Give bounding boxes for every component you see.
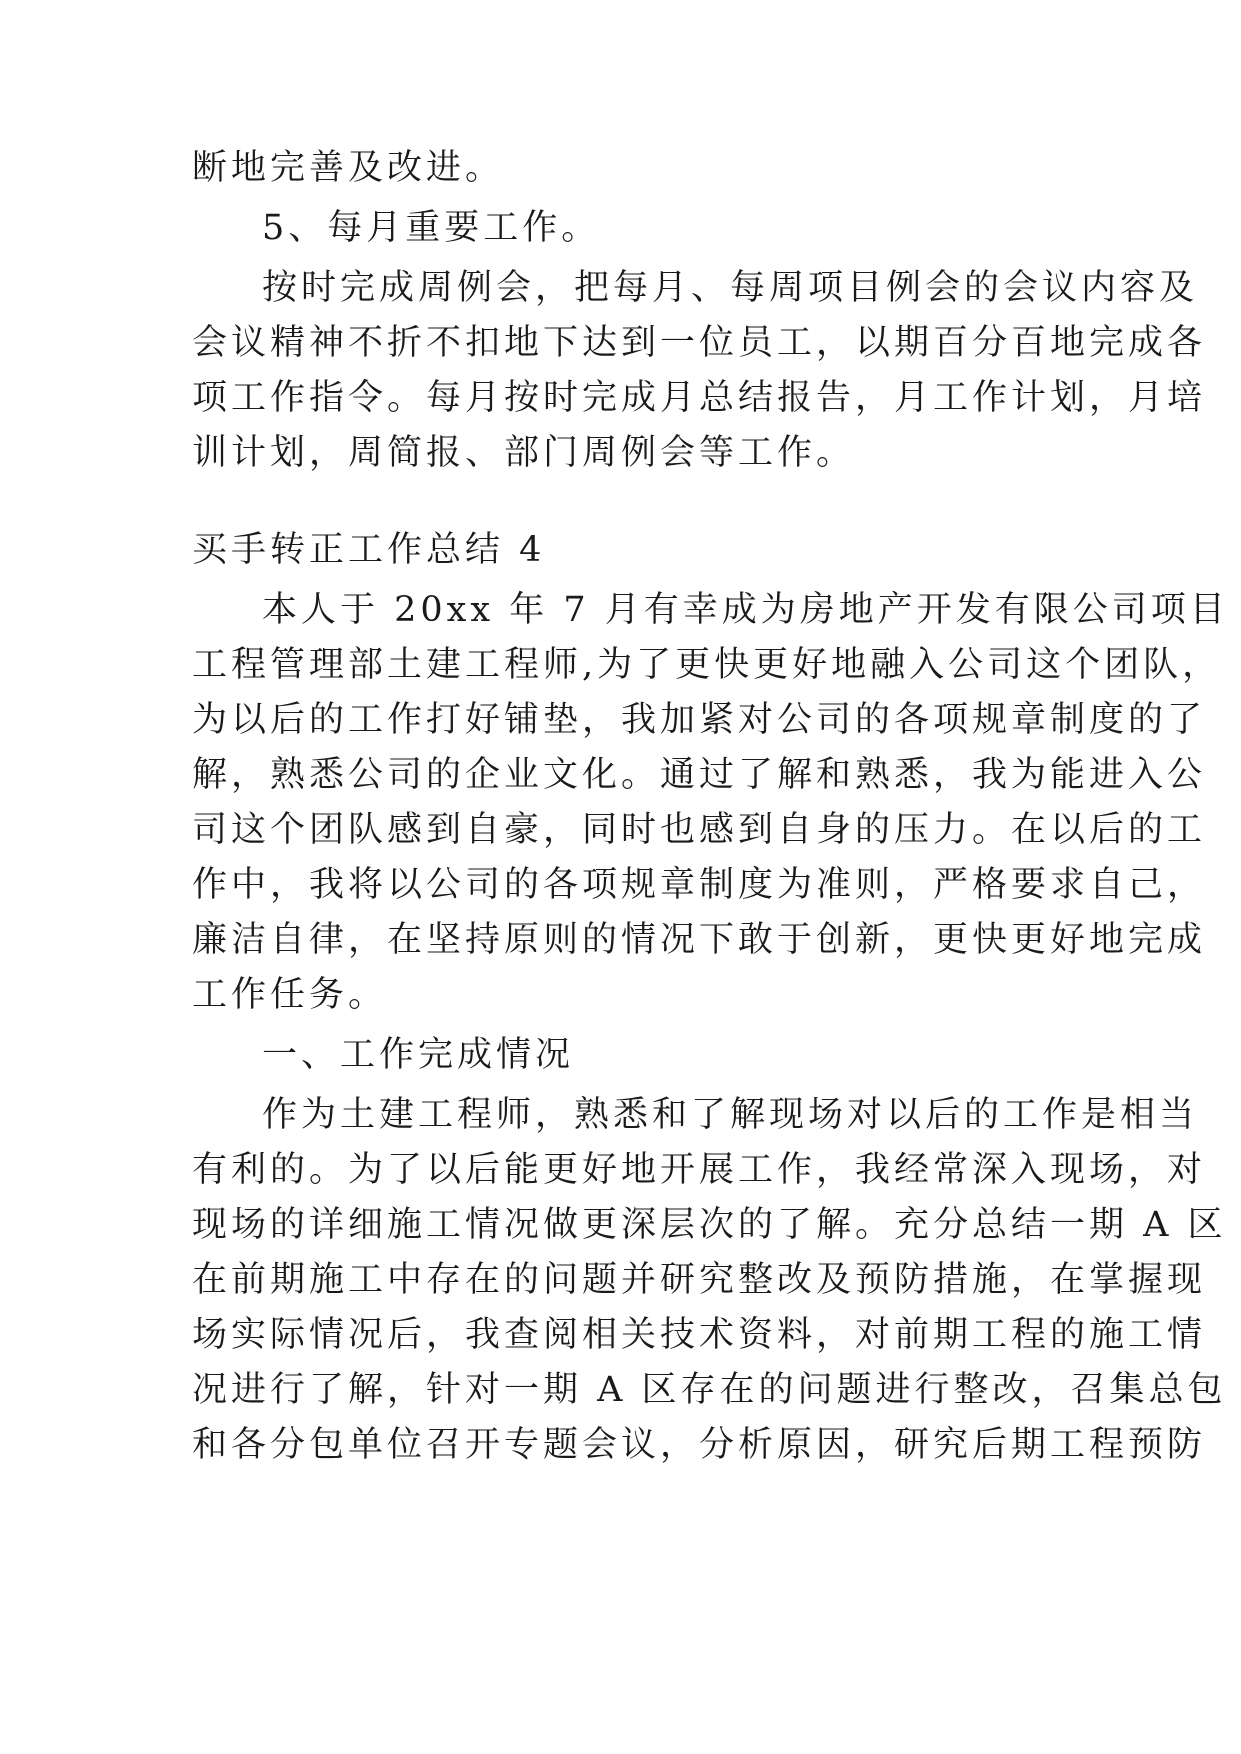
paragraph-line: 按时完成周例会，把每月、每周项目例会的会议内容及 bbox=[262, 268, 1199, 308]
section-heading-work-completion: 一、工作完成情况 bbox=[262, 1035, 575, 1075]
paragraph-line: 会议精神不折不扣地下达到一位员工，以期百分百地完成各 bbox=[192, 323, 1207, 363]
paragraph-line: 项工作指令。每月按时完成月总结报告，月工作计划，月培 bbox=[192, 378, 1207, 418]
document-title: 买手转正工作总结 4 bbox=[192, 530, 546, 570]
paragraph-line: 作为土建工程师，熟悉和了解现场对以后的工作是相当 bbox=[262, 1095, 1199, 1135]
paragraph-line: 解，熟悉公司的企业文化。通过了解和熟悉，我为能进入公 bbox=[192, 755, 1207, 795]
paragraph-line: 在前期施工中存在的问题并研究整改及预防措施，在掌握现 bbox=[192, 1260, 1207, 1300]
paragraph-line: 廉洁自律，在坚持原则的情况下敢于创新，更快更好地完成 bbox=[192, 920, 1207, 960]
paragraph-line: 工程管理部土建工程师,为了更快更好地融入公司这个团队， bbox=[192, 645, 1222, 685]
paragraph-line: 工作任务。 bbox=[192, 975, 388, 1015]
paragraph-line: 为以后的工作打好铺垫，我加紧对公司的各项规章制度的了 bbox=[192, 700, 1207, 740]
paragraph-line: 训计划，周简报、部门周例会等工作。 bbox=[192, 433, 856, 473]
paragraph-line: 况进行了解，针对一期 A 区存在的问题进行整改，召集总包 bbox=[192, 1370, 1227, 1410]
paragraph-line: 断地完善及改进。 bbox=[192, 148, 505, 188]
paragraph-line: 和各分包单位召开专题会议，分析原因，研究后期工程预防 bbox=[192, 1425, 1207, 1465]
paragraph-line: 作中，我将以公司的各项规章制度为准则，严格要求自己， bbox=[192, 865, 1207, 905]
paragraph-line: 场实际情况后，我查阅相关技术资料，对前期工程的施工情 bbox=[192, 1315, 1207, 1355]
paragraph-line: 司这个团队感到自豪，同时也感到自身的压力。在以后的工 bbox=[192, 810, 1207, 850]
paragraph-line: 现场的详细施工情况做更深层次的了解。充分总结一期 A 区 bbox=[192, 1205, 1227, 1245]
section-heading-monthly-work: 5、每月重要工作。 bbox=[262, 208, 601, 248]
paragraph-line: 本人于 20xx 年 7 月有幸成为房地产开发有限公司项目 bbox=[262, 590, 1229, 630]
paragraph-line: 有利的。为了以后能更好地开展工作，我经常深入现场，对 bbox=[192, 1150, 1207, 1190]
